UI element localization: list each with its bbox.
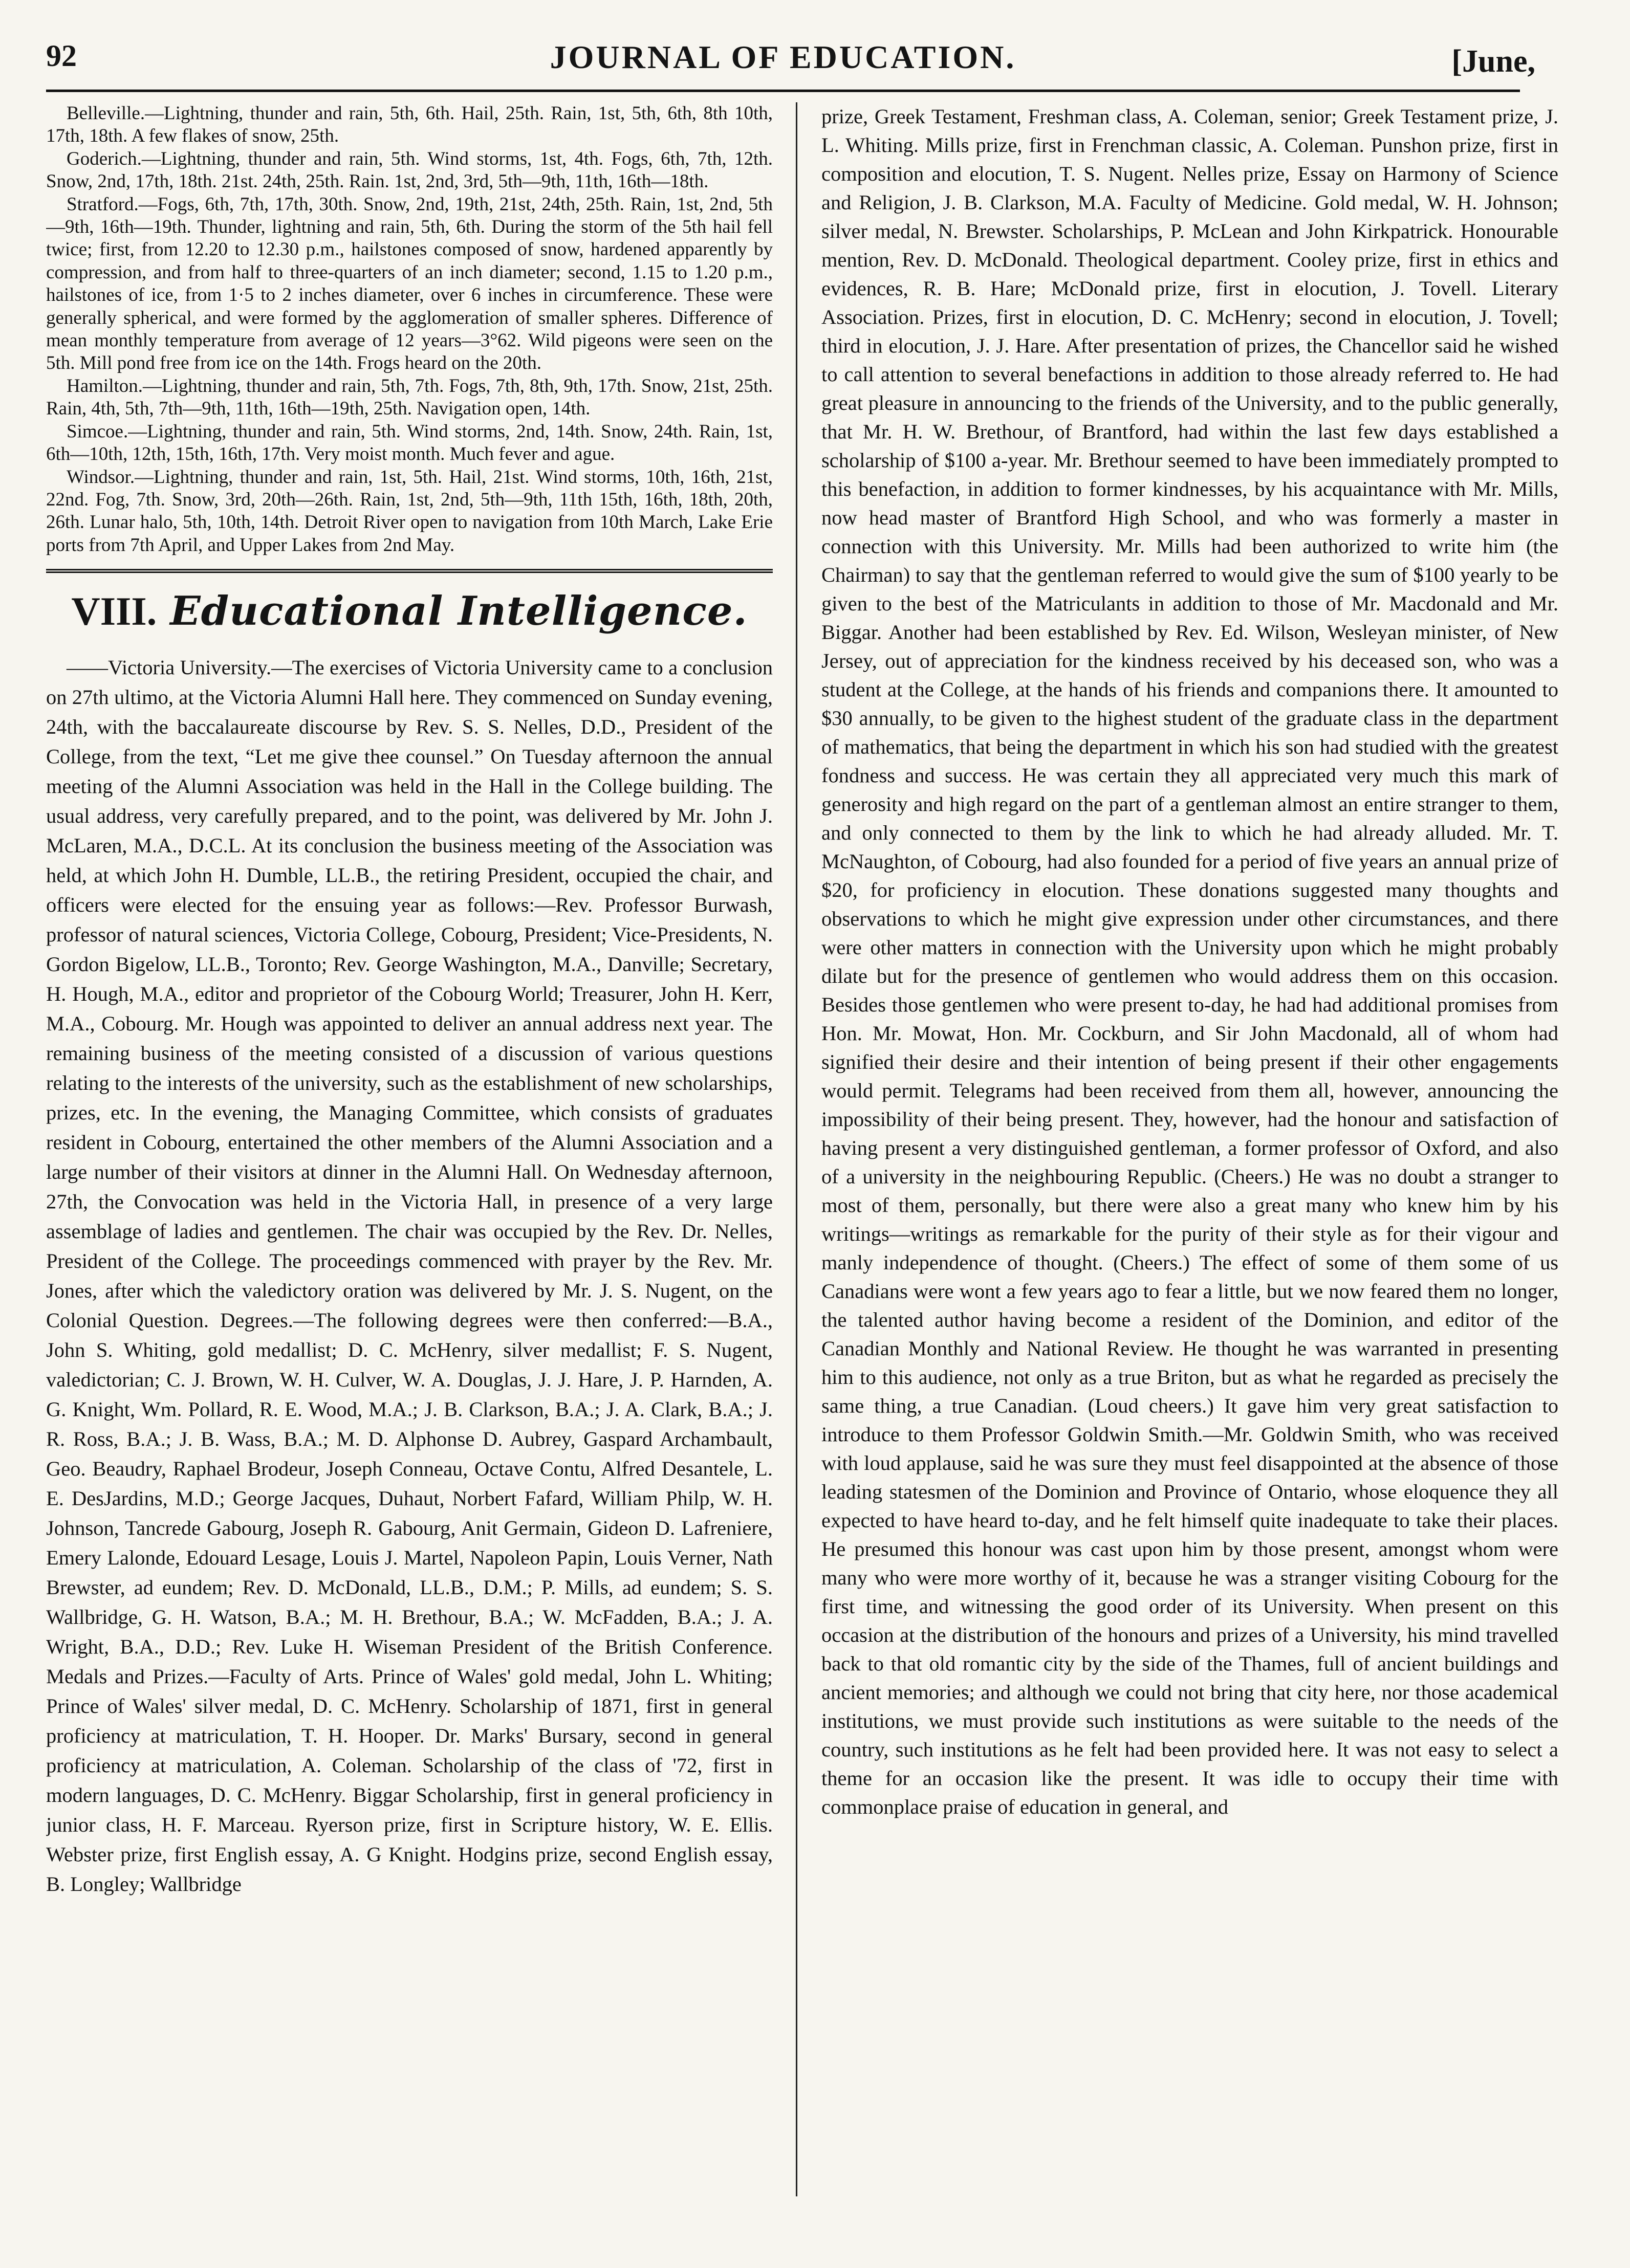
weather-entry-simcoe: Simcoe.—Lightning, thunder and rain, 5th. Wind storms, 2nd, 14th. Snow, 24th. Rain, 1st, 6th—10th, 12th, 15th, 16th, 17th. Very moist month. Much fever and ague.	[46, 421, 773, 465]
page-number: 92	[46, 39, 77, 73]
left-column	[46, 102, 773, 2196]
section-heading	[46, 583, 773, 640]
page-header	[46, 28, 1535, 92]
weather-entry-windsor: Windsor.—Lightning, thunder and rain, 1st, 5th. Hail, 21st. Wind storms, 10th, 16th, 21st, 22nd. Fog, 7th. Snow, 3rd, 20th—26th. Rain, 1st, 2nd, 5th—9th, 11th 15th, 16th, 18th, 20th, 26th. Lunar halo, 5th, 10th, 14th. Detroit River open to navigation from 10th March, Lake Erie ports from 7th April, and Upper Lakes from 2nd May.	[46, 466, 773, 556]
issue-month: [June,	[1451, 44, 1535, 79]
article-paragraph-right: prize, Greek Testament, Freshman class, A. Coleman, senior; Greek Testament prize, J. L. Whiting. Mills prize, first in Frenchman classic, A. Coleman. Punshon prize, first in composition and elocution, T. S. Nugent. Nelles prize, Essay on Harmony of Science and Religion, J. B. Clarkson, M.A. Faculty of Medicine. Gold medal, W. H. Johnson; silver medal, N. Brewster. Scholarships, P. McLean and John Kirkpatrick. Honourable mention, Rev. D. McDonald. Theological department. Cooley prize, first in ethics and evidences, R. B. Hare; McDonald prize, first in elocution, J. Tovell. Literary Association. Prizes, first in elocution, D. C. McHenry; second in elocution, J. Tovell; third in elocution, J. J. Hare. After presentation of prizes, the Chancellor said he wished to call attention to several benefactions in addition to those already referred to. He had great pleasure in announcing to the friends of the University, and to the public generally, that Mr. H. W. Brethour, of Brantford, had within the last few days established a scholarship of $100 a-year. Mr. Brethour seemed to have been immediately prompted to this benefaction, in addition to former kindnesses, by his acquaintance with Mr. Mills, now head master of Brantford High School, and who was formerly a master in connection with this University. Mr. Mills had been authorized to write him (the Chairman) to say that the gentleman referred to would give the sum of $100 yearly to be given to the best of the Matriculants in addition to those of Mr. Macdonald and Mr. Biggar. Another had been established by Rev. Ed. Wilson, Wesleyan minister, of New Jersey, out of appreciation for the kindness received by his deceased son, who was a student at the College, at the hands of his friends and companions there. It amounted to $30 annually, to be given to the highest student of the graduate class in the department of mathematics, that being the department in which his son had studied with the greatest fondness and success. He was certain they all appreciated very much this mark of generosity and high regard on the part of a gentleman almost an entire stranger to them, and only connected to them by the link to which he had already alluded. Mr. T. McNaughton, of Cobourg, had also founded for a period of five years an annual prize of $20, for proficiency in elocution. These donations suggested many thoughts and observations to which he might give expression under other circumstances, and there were other matters in connection with the University upon which he might probably dilate but for the presence of gentlemen who would address them on this occasion. Besides those gentlemen who were present to-day, he had had additional promises from Hon. Mr. Mowat, Hon. Mr. Cockburn, and Sir John Macdonald, all of whom had signified their desire and their intention of being present if their other engagements would permit. Telegrams had been received from them all, however, announcing the impossibility of their being present. They, however, had the honour and satisfaction of having present a very distinguished gentleman, a former professor of Oxford, and also of a university in the neighbouring Republic. (Cheers.) He was no doubt a stranger to most of them, personally, but there were also a great many who knew him by his writings—writings as remarkable for the purity of their style as for their vigour and manly independence of thought. (Cheers.) The effect of some of them some of us Canadians were wont a few years ago to fear a little, but we now feared them no longer, the talented author having become a resident of the Dominion, and editor of the Canadian Monthly and National Review. He thought he was warranted in presenting him to this audience, not only as a true Briton, but as what he regarded as precisely the same thing, a true Canadian. (Loud cheers.) It gave him very great satisfaction to introduce to them Professor Goldwin Smith.—Mr. Goldwin Smith, who was received with loud applause, said he was sure they must feel disappointed at the absence of those leading statesmen of the Dominion and Province of Ontario, whose eloquence they all expected to have heard to-day, and he felt himself quite inadequate to take their places. He presumed this honour was cast upon him by those present, amongst whom were many who were more worthy of it, because he was a stranger visiting Cobourg for the first time, and witnessing the good order of its University. When present on this occasion at the distribution of the honours and prizes of a University, his mind travelled back to that old romantic city by the side of the Thames, full of ancient buildings and ancient memories; and although we could not bring that city here, nor those academical institutions, we must provide such institutions as were suitable to the needs of the country, such institutions as he felt had been provided here. It was not easy to select a theme for an occasion like the present. It was idle to occupy their time with commonplace praise of education in general, and	[821, 105, 1558, 1818]
right-column	[821, 102, 1558, 2196]
section-title: Educational Intelligence.	[170, 588, 748, 635]
weather-entry-belleville: Belleville.—Lightning, thunder and rain, 5th, 6th. Hail, 25th. Rain, 1st, 5th, 6th, 8th 10th, 17th, 18th. A few flakes of snow, 25th.	[46, 103, 773, 147]
weather-entry-hamilton: Hamilton.—Lightning, thunder and rain, 5th, 7th. Fogs, 7th, 8th, 9th, 17th. Snow, 21st, 25th. Rain, 4th, 5th, 7th—9th, 11th, 16th—19th, 25th. Navigation open, 14th.	[46, 375, 773, 420]
journal-title: JOURNAL OF EDUCATION.	[550, 39, 1016, 75]
weather-entry-goderich: Goderich.—Lightning, thunder and rain, 5th. Wind storms, 1st, 4th. Fogs, 6th, 7th, 12th. Snow, 2nd, 17th, 18th. 21st. 24th, 25th. Rain. 1st, 2nd, 3rd, 5th—9th, 11th, 16th—18th.	[46, 148, 773, 192]
section-divider	[46, 569, 773, 573]
article-paragraph-left: ——Victoria University.—The exercises of Victoria University came to a conclusion on 27th ultimo, at the Victoria Alumni Hall here. They commenced on Sunday evening, 24th, with the baccalaureate discourse by Rev. S. S. Nelles, D.D., President of the College, from the text, “Let me give thee counsel.” On Tuesday afternoon the annual meeting of the Alumni Association was held in the Hall in the College building. The usual address, very carefully prepared, and to the point, was delivered by Mr. John J. McLaren, M.A., D.C.L. At its conclusion the business meeting of the Association was held, at which John H. Dumble, LL.B., the retiring President, occupied the chair, and officers were elected for the ensuing year as follows:—Rev. Professor Burwash, professor of natural sciences, Victoria College, Cobourg, President; Vice-Presidents, N. Gordon Bigelow, LL.B., Toronto; Rev. George Washington, M.A., Danville; Secretary, H. Hough, M.A., editor and proprietor of the Cobourg World; Treasurer, John H. Kerr, M.A., Cobourg. Mr. Hough was appointed to deliver an annual address next year. The remaining business of the meeting consisted of a discussion of various questions relating to the interests of the university, such as the establishment of new scholarships, prizes, etc. In the evening, the Managing Committee, which consists of graduates resident in Cobourg, entertained the other members of the Alumni Association and a large number of their visitors at dinner in the Alumni Hall. On Wednesday afternoon, 27th, the Convocation was held in the Victoria Hall, in presence of a very large assemblage of ladies and gentlemen. The chair was occupied by the Rev. Dr. Nelles, President of the College. The proceedings commenced with prayer by the Rev. Mr. Jones, after which the valedictory oration was delivered by Mr. J. S. Nugent, on the Colonial Question. Degrees.—The following degrees were then conferred:—B.A., John S. Whiting, gold medallist; D. C. McHenry, silver medallist; F. S. Nugent, valedictorian; C. J. Brown, W. H. Culver, W. A. Douglas, J. J. Hare, J. P. Harnden, A. G. Knight, Wm. Pollard, R. E. Wood, M.A.; J. B. Clarkson, B.A.; J. A. Clark, B.A.; J. R. Ross, B.A.; J. B. Wass, B.A.; M. D. Alphonse D. Aubrey, Gaspard Archambault, Geo. Beaudry, Raphael Brodeur, Joseph Conneau, Octave Contu, Alfred Desantele, L. E. DesJardins, M.D.; George Jacques, Duhaut, Norbert Fafard, William Philp, W. H. Johnson, Tancrede Gabourg, Joseph R. Gabourg, Anit Germain, Gideon D. Lafreniere, Emery Lalonde, Edouard Lesage, Louis J. Martel, Napoleon Papin, Louis Verner, Nath Brewster, ad eundem; Rev. D. McDonald, LL.B., D.M.; P. Mills, ad eundem; S. S. Wallbridge, G. H. Watson, B.A.; M. H. Brethour, B.A.; W. McFadden, B.A.; J. A. Wright, B.A., D.D.; Rev. Luke H. Wiseman President of the British Conference. Medals and Prizes.—Faculty of Arts. Prince of Wales' gold medal, John L. Whiting; Prince of Wales' silver medal, D. C. McHenry. Scholarship of 1871, first in general proficiency at matriculation, T. H. Hooper. Dr. Marks' Bursary, second in general proficiency at matriculation, A. Coleman. Scholarship of the class of '72, first in modern languages, D. C. McHenry. Biggar Scholarship, first in general proficiency in junior class, H. F. Marceau. Ryerson prize, first in Scripture history, W. E. Ellis. Webster prize, first English essay, A. G Knight. Hodgins prize, second English essay, B. Longley; Wallbridge	[46, 656, 773, 1896]
weather-entry-stratford: Stratford.—Fogs, 6th, 7th, 17th, 30th. Snow, 2nd, 19th, 21st, 24th, 25th. Rain, 1st, 2nd, 5th—9th, 16th—19th. Thunder, lightning and rain, 5th, 6th. During the storm of the 5th hail fell twice; first, from 12.20 to 12.30 p.m., hailstones composed of snow, hardened apparently by compression, and from half to three-quarters of an inch diameter; second, 1.15 to 1.20 p.m., hailstones of ice, from 1·5 to 2 inches diameter, over 6 inches in circumference. These were generally spherical, and were formed by the agglomeration of smaller spheres. Difference of mean monthly temperature from average of 12 years—3°62. Wild pigeons were seen on the 5th. Mill pond free from ice on the 14th. Frogs heard on the 20th.	[46, 193, 773, 374]
column-divider	[796, 102, 797, 2196]
section-number: VIII.	[71, 589, 157, 634]
weather-report-list	[46, 102, 773, 557]
